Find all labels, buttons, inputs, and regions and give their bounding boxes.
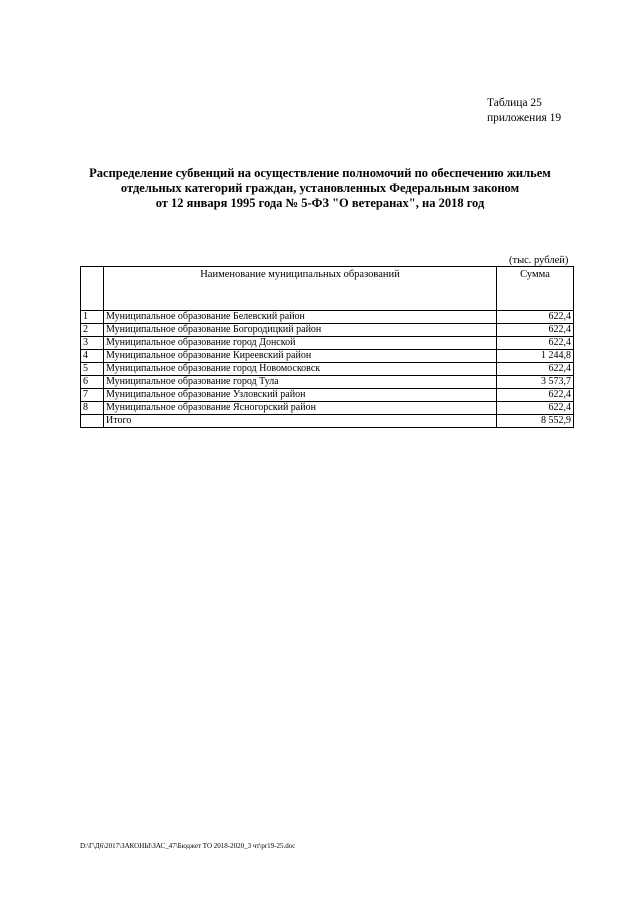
municipality-name: Муниципальное образование Узловский район xyxy=(104,389,497,402)
file-path-footer: D:\Г\Д6\2017\ЗАКОНЫ\ЗАС_47\Бюджет ТО 2018-2020_3 чт\pr19-25.doc xyxy=(80,842,296,850)
row-number: 8 xyxy=(81,402,104,415)
row-number: 2 xyxy=(81,324,104,337)
municipality-name: Муниципальное образование Богородицкий район xyxy=(104,324,497,337)
amount: 622,4 xyxy=(497,402,574,415)
table-caption xyxy=(487,96,561,126)
units-label: (тыс. рублей) xyxy=(509,255,569,266)
table-row xyxy=(81,376,574,389)
amount: 3 573,7 xyxy=(497,376,574,389)
total-number xyxy=(81,415,104,428)
amount: 1 244,8 xyxy=(497,350,574,363)
caption-appendix: приложения 19 xyxy=(487,112,562,124)
amount: 622,4 xyxy=(497,363,574,376)
title-line-3: от 12 января 1995 года № 5-ФЗ "О ветеранах", на 2018 год xyxy=(155,196,485,210)
table-row xyxy=(81,311,574,324)
table-row xyxy=(81,337,574,350)
row-number: 7 xyxy=(81,389,104,402)
header-num xyxy=(81,267,104,311)
title-line-1: Распределение субвенций на осуществление полномочий по обеспечению жильем xyxy=(89,166,551,180)
distribution-table xyxy=(80,266,574,428)
municipality-name: Муниципальное образование Ясногорский район xyxy=(104,402,497,415)
table-row xyxy=(81,350,574,363)
row-number: 4 xyxy=(81,350,104,363)
caption-table-number: Таблица 25 xyxy=(487,97,542,109)
table-row xyxy=(81,389,574,402)
table-header-row xyxy=(81,267,574,311)
title-line-2: отдельных категорий граждан, установленных Федеральным законом xyxy=(120,181,520,195)
amount: 622,4 xyxy=(497,324,574,337)
amount: 622,4 xyxy=(497,389,574,402)
municipality-name: Муниципальное образование город Донской xyxy=(104,337,497,350)
table-row xyxy=(81,324,574,337)
municipality-name: Муниципальное образование Белевский район xyxy=(104,311,497,324)
municipality-name: Муниципальное образование Киреевский район xyxy=(104,350,497,363)
amount: 622,4 xyxy=(497,311,574,324)
document-title xyxy=(70,166,570,211)
header-name: Наименование муниципальных образований xyxy=(104,267,497,311)
amount: 622,4 xyxy=(497,337,574,350)
total-label: Итого xyxy=(104,415,497,428)
table-row xyxy=(81,402,574,415)
municipality-name: Муниципальное образование город Тула xyxy=(104,376,497,389)
table-row xyxy=(81,363,574,376)
row-number: 5 xyxy=(81,363,104,376)
total-amount: 8 552,9 xyxy=(497,415,574,428)
row-number: 6 xyxy=(81,376,104,389)
header-sum: Сумма xyxy=(497,267,574,311)
table-total-row xyxy=(81,415,574,428)
row-number: 1 xyxy=(81,311,104,324)
municipality-name: Муниципальное образование город Новомосковск xyxy=(104,363,497,376)
row-number: 3 xyxy=(81,337,104,350)
